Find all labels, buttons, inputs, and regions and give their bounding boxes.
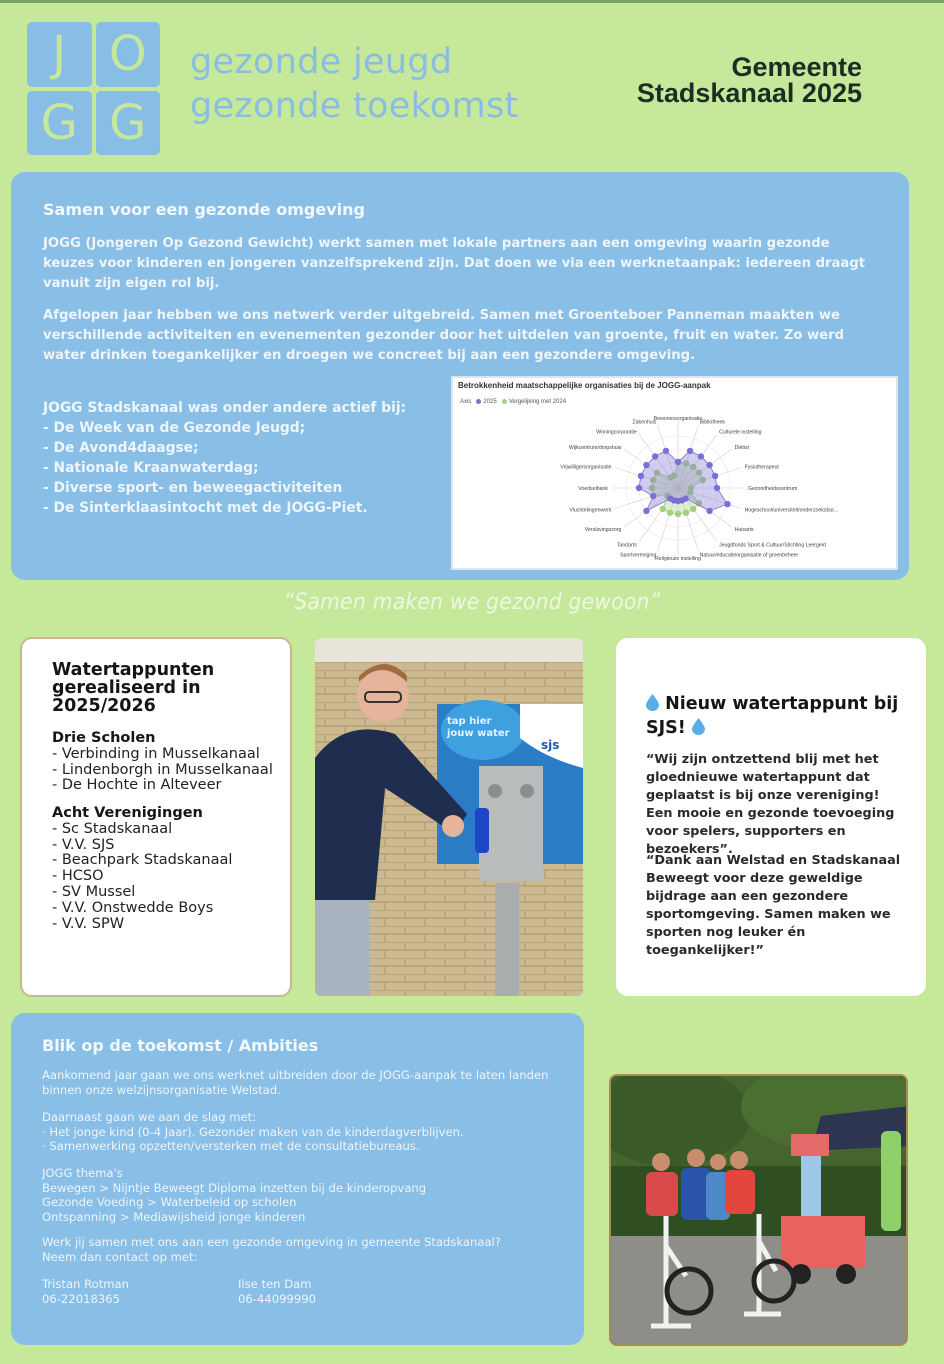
top-border: [0, 0, 944, 3]
club-item: - Sc Stadskanaal: [52, 820, 173, 837]
radar-chart: [453, 378, 900, 572]
contact-phone[interactable]: 06-22018365: [42, 1291, 120, 1306]
logo-tile-g1: G: [27, 91, 92, 156]
radar-category-label: Voedselbank: [578, 486, 608, 492]
slogan-line-1: gezonde jeugd: [190, 42, 453, 82]
radar-point-2025: [675, 459, 681, 465]
radar-point-2025: [698, 453, 704, 459]
club-item: - HCSO: [52, 868, 104, 885]
next-item: · Samenwerking opzetten/versterken met de consultatiebureaus.: [42, 1139, 420, 1153]
radar-category-label: Sportvereniging: [620, 552, 657, 559]
radar-category-label: Zakenhuis: [632, 419, 657, 426]
active-list-block: [43, 398, 406, 518]
slogan: [190, 40, 519, 128]
radar-category-label: Bewonersorganisatie: [653, 416, 703, 422]
radar-category-label: Religieuze instelling: [655, 556, 701, 562]
sjs-quote-2: “Dank aan Welstad en Stadskanaal Beweegt voor deze geweldige bijdrage aan een gezondere sportomgeving. Samen maken we sporten nog leuker én toegankelijker!”: [646, 853, 901, 958]
themes-heading: JOGG thema's: [42, 1166, 123, 1180]
radar-point-2025: [643, 462, 649, 468]
school-item: - De Hochte in Alteveer: [52, 777, 222, 794]
contact-name: Ilse ten Dam: [238, 1277, 312, 1291]
slogan-quote: “Samen maken we gezond gewoon”: [283, 590, 661, 615]
radar-point-vergelijking-met-2024: [683, 510, 689, 516]
radar-category-label: Vluchtelingenwerk: [569, 507, 612, 514]
contact-name: Tristan Rotman: [42, 1277, 130, 1291]
chart-legend: [460, 399, 566, 405]
municipality-line-2: Stadskanaal 2025: [636, 78, 862, 108]
active-item: - De Avond4daagse;: [43, 440, 199, 456]
radar-point-2025: [643, 508, 649, 514]
logo-tile-g2: G: [96, 91, 161, 156]
legend-axis-label: Axis: [460, 399, 472, 406]
active-list: [43, 418, 406, 518]
radar-category-label: Woningcorporatie: [596, 429, 637, 436]
clubs-heading: Acht Verenigingen: [52, 805, 203, 821]
contact-cta: Werk jij samen met ons aan een gezonde omgeving in gemeente Stadskanaal? Neem dan contact op met:: [42, 1235, 501, 1264]
theme-item: Gezonde Voeding > Waterbeleid op scholen: [42, 1195, 297, 1209]
club-item: - Beachpark Stadskanaal: [52, 852, 233, 869]
sjs-card: [616, 638, 926, 996]
sjs-logo-text: sjs: [541, 738, 560, 752]
club-item: - V.V. SPW: [52, 915, 125, 932]
theme-item: Ontspanning > Mediawijsheid jonge kinderen: [42, 1209, 306, 1224]
radar-point-2025: [712, 473, 718, 479]
water-drop-icon: [692, 718, 705, 735]
future-paragraph: Aankomend jaar gaan we ons werknet uitbreiden door de JOGG-aanpak te laten landen binnen onze welzijnsorganisatie Welstad.: [42, 1068, 549, 1097]
sjs-title-part-2: SJS!: [646, 718, 686, 738]
club-item: - SV Mussel: [52, 883, 136, 900]
radar-point-vergelijking-met-2024: [690, 506, 696, 512]
radar-point-2025: [706, 462, 712, 468]
sign-text: tap hier jouw water: [447, 716, 510, 739]
watertap-card: [20, 637, 292, 997]
radar-point-2025: [663, 448, 669, 454]
schools-section: [52, 731, 273, 794]
school-item: - Verbinding in Musselkanaal: [52, 745, 260, 762]
active-item: - De Week van de Gezonde Jeugd;: [43, 420, 306, 436]
next-heading: Daarnaast gaan we aan de slag met:: [42, 1110, 257, 1124]
radar-category-label: Wijkcentrum/dorpshuis: [568, 444, 622, 451]
sjs-title: [646, 692, 914, 740]
schools-heading: Drie Scholen: [52, 730, 156, 746]
intro-paragraph-1: JOGG (Jongeren Op Gezond Gewicht) werkt samen met lokale partners aan een omgeving waarin gezonde keuzes voor kinderen en jongeren vanzelfsprekend zijn. Dat doen we via een werknetaanpak: iedereen draagt vanuit zijn eigen rol bij.: [43, 236, 866, 291]
municipality-line-1: Gemeente: [731, 52, 862, 82]
logo-tile-j: J: [27, 22, 92, 87]
photo-water-tap-illustration: [315, 638, 583, 996]
radar-point-vergelijking-met-2024: [660, 506, 666, 512]
radar-category-label: Jeugdfonds Sport & Cultuur/Stichting Leergeld: [719, 542, 826, 549]
sjs-quote-1: “Wij zijn ontzettend blij met het gloednieuwe watertappunt dat geplaatst is bij onze vereniging! Een mooie en gezonde toevoeging voor spelers, supporters en bezoekers”.: [646, 752, 895, 857]
legend-label-2025: 2025: [483, 399, 497, 406]
school-item: - Lindenborgh in Musselkanaal: [52, 761, 273, 778]
next-steps: [42, 1110, 562, 1154]
radar-point-2025: [706, 508, 712, 514]
theme-item: Bewegen > Nijntje Beweegt Diploma inzetten bij de kinderopvang: [42, 1180, 427, 1195]
radar-category-label: Gezondheidscentrum: [748, 486, 798, 492]
radar-category-label: Culturele instelling: [719, 429, 762, 436]
active-item: - Diverse sport- en beweegactiviteiten: [43, 480, 343, 496]
legend-item-2025: [476, 399, 496, 405]
intro-title: Samen voor een gezonde omgeving: [43, 200, 365, 219]
radar-point-2025: [724, 501, 730, 507]
themes-block: [42, 1166, 562, 1224]
radar-point-2025: [687, 448, 693, 454]
water-drop-icon: [646, 694, 659, 711]
radar-category-label: Tandarts: [616, 542, 637, 549]
photo-bike-event: [609, 1074, 908, 1346]
future-panel: [11, 1013, 584, 1345]
club-item: - V.V. SJS: [52, 836, 115, 853]
future-title: Blik op de toekomst / Ambities: [42, 1036, 319, 1055]
contact-phone[interactable]: 06-44099990: [238, 1291, 316, 1306]
radar-point-2025: [652, 453, 658, 459]
contact-2: [238, 1277, 316, 1306]
radar-point-vergelijking-met-2024: [675, 511, 681, 517]
radar-point-2025: [667, 495, 673, 501]
radar-category-label: Verslavingszorg: [584, 527, 622, 534]
legend-swatch-2025: [476, 399, 481, 404]
radar-point-2025: [650, 493, 656, 499]
radar-category-label: Diëtist: [734, 444, 750, 451]
intro-paragraph-2: Afgelopen jaar hebben we ons netwerk verder uitgebreid. Samen met Groenteboer Panneman maakten we verschillende activiteiten en evenementen gezonder door het uitdelen van groente, fruit en water. Zo werd water drinken toegankelijker en droegen we concreet bij aan een gezondere omgeving.: [43, 308, 845, 363]
radar-category-label: Fysiotherapeut: [744, 464, 779, 471]
radar-category-label: Huisarts: [734, 527, 754, 534]
contact-1: [42, 1277, 129, 1306]
radar-chart-card: [451, 376, 898, 570]
radar-category-label: Hogeschool/universiteit/onderzoeksbur...: [744, 507, 839, 514]
jogg-logo: [27, 22, 160, 155]
radar-category-label: Bibliotheek: [699, 419, 726, 426]
slogan-line-2: gezonde toekomst: [190, 86, 519, 126]
legend-label-2024: Vergelijking met 2024: [508, 399, 567, 406]
chart-title: Betrokkenheid maatschappelijke organisaties bij de JOGG-aanpak: [458, 381, 711, 390]
radar-category-label: Vrijwilligersorganisatie: [560, 464, 612, 471]
watertap-title: Watertappunten gerealiseerd in 2025/2026: [52, 660, 215, 716]
photo-water-tap: [315, 638, 583, 996]
sjs-title-part-1: Nieuw watertappunt bij: [665, 694, 899, 714]
next-item: · Het jonge kind (0-4 Jaar). Gezonder maken van de kinderdagverblijven.: [42, 1124, 464, 1139]
club-item: - V.V. Onstwedde Boys: [52, 899, 214, 916]
radar-point-2025: [714, 485, 720, 491]
active-item: - Nationale Kraanwaterdag;: [43, 460, 259, 476]
legend-swatch-2024: [502, 399, 507, 404]
radar-point-2025: [636, 485, 642, 491]
radar-point-vergelijking-met-2024: [667, 510, 673, 516]
active-heading: JOGG Stadskanaal was onder andere actief bij:: [43, 400, 407, 416]
municipality-title: [637, 54, 862, 106]
legend-item-2024: [502, 399, 566, 405]
radar-category-label: Natuur/educatieorganisatie of groenbeheer: [699, 552, 799, 559]
active-item: - De Sinterklaasintocht met de JOGG-Piet.: [43, 500, 368, 516]
photo-bike-event-illustration: [611, 1076, 908, 1346]
clubs-section: [52, 806, 232, 932]
logo-tile-o: O: [96, 22, 161, 87]
radar-point-2025: [638, 473, 644, 479]
